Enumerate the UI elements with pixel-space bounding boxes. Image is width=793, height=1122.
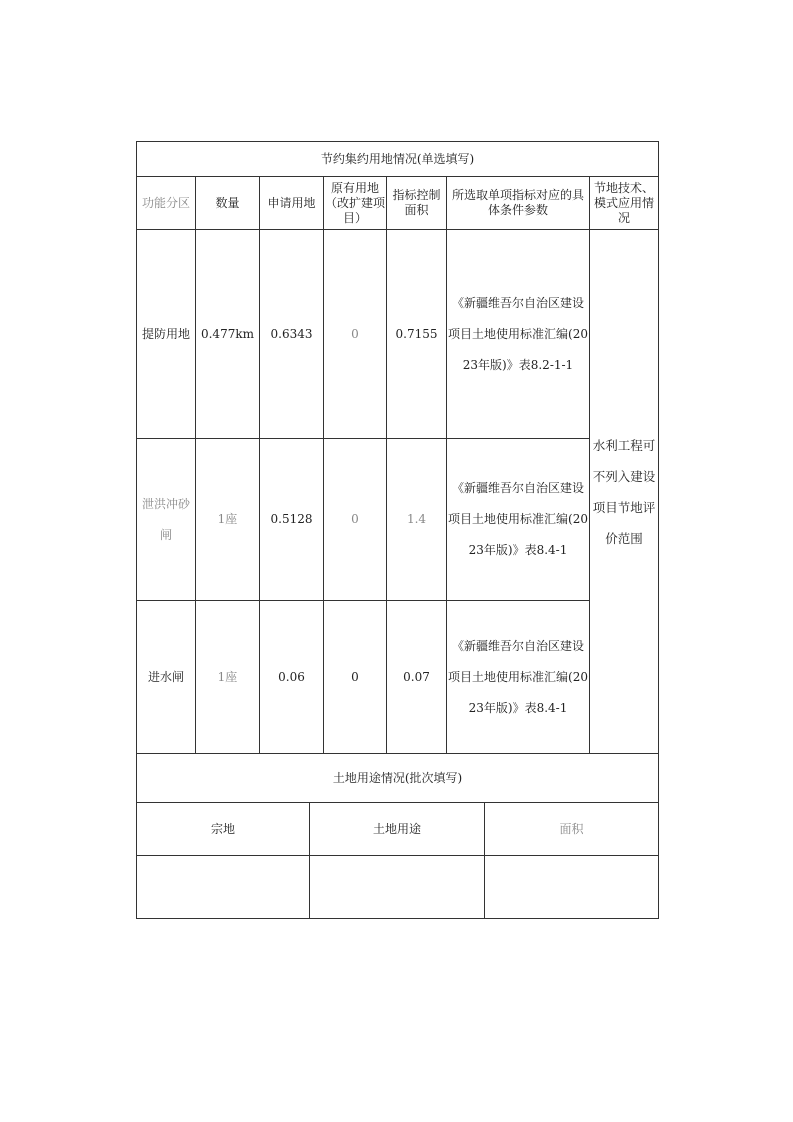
table1-title: 节约集约用地情况(单选填写) bbox=[137, 142, 659, 177]
row1-index: 0.7155 bbox=[387, 230, 447, 439]
row3-original: 0 bbox=[324, 601, 387, 754]
tech-note-cell bbox=[590, 230, 659, 754]
table-row bbox=[137, 601, 659, 754]
row3-criteria: 《新疆维吾尔自治区建设项目土地使用标准汇编(2023年版)》表8.4-1 bbox=[447, 601, 590, 754]
row3-apply: 0.06 bbox=[260, 601, 324, 754]
tech-note: 水利工程可不列入建设项目节地评价范围 bbox=[592, 437, 656, 546]
row1-apply: 0.6343 bbox=[260, 230, 324, 439]
land-use-form bbox=[136, 141, 658, 919]
header-tech: 节地技术、模式应用情况 bbox=[590, 177, 659, 230]
use-field[interactable] bbox=[310, 856, 485, 919]
header-original: 原有用地（改扩建项目） bbox=[324, 177, 387, 230]
row2-criteria: 《新疆维吾尔自治区建设项目土地使用标准汇编(2023年版)》表8.4-1 bbox=[447, 439, 590, 601]
header-area: 面积 bbox=[485, 803, 659, 856]
row2-apply: 0.5128 bbox=[260, 439, 324, 601]
header-zone: 功能分区 bbox=[137, 177, 196, 230]
land-saving-table bbox=[136, 141, 659, 754]
row2-index: 1.4 bbox=[387, 439, 447, 601]
table2-title: 土地用途情况(批次填写) bbox=[137, 754, 659, 803]
header-qty: 数量 bbox=[196, 177, 260, 230]
header-criteria: 所选取单项指标对应的具体条件参数 bbox=[447, 177, 590, 230]
header-apply: 申请用地 bbox=[260, 177, 324, 230]
row2-zone: 泄洪冲砂闸 bbox=[137, 439, 196, 601]
row2-qty: 1座 bbox=[196, 439, 260, 601]
parcel-field[interactable] bbox=[137, 856, 310, 919]
table-row bbox=[137, 439, 659, 601]
header-parcel: 宗地 bbox=[137, 803, 310, 856]
row3-index: 0.07 bbox=[387, 601, 447, 754]
row2-original: 0 bbox=[324, 439, 387, 601]
row3-zone: 进水闸 bbox=[137, 601, 196, 754]
table-row bbox=[137, 230, 659, 439]
area-field[interactable] bbox=[485, 856, 659, 919]
header-use: 土地用途 bbox=[310, 803, 485, 856]
row1-qty: 0.477km bbox=[196, 230, 260, 439]
row1-original: 0 bbox=[324, 230, 387, 439]
header-index: 指标控制面积 bbox=[387, 177, 447, 230]
land-use-table bbox=[136, 753, 659, 919]
row1-zone: 提防用地 bbox=[137, 230, 196, 439]
row3-qty: 1座 bbox=[196, 601, 260, 754]
row1-criteria: 《新疆维吾尔自治区建设项目土地使用标准汇编(2023年版)》表8.2-1-1 bbox=[447, 230, 590, 439]
